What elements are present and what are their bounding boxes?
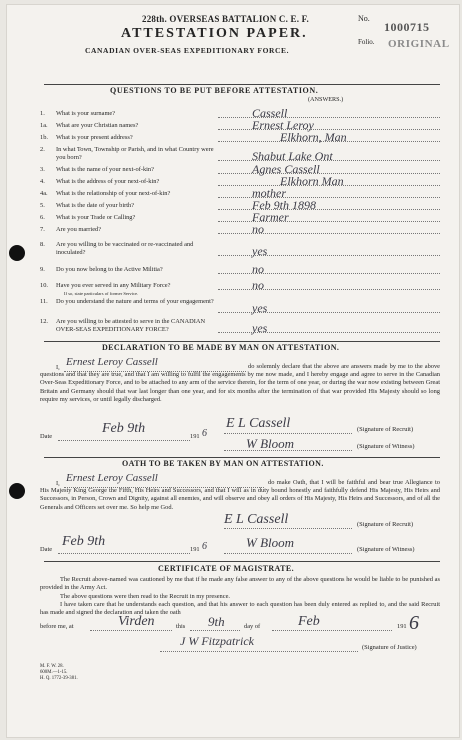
question-text: What is your surname?	[56, 110, 116, 117]
year-printed: 191	[190, 433, 200, 440]
question-number: 1.	[40, 110, 45, 117]
question-text: Are you willing to be vaccinated or re-vaccinated and inoculated?	[56, 241, 194, 256]
answer-handwritten: Elkhorn, Man	[280, 130, 347, 144]
answer-handwritten: yes	[252, 244, 268, 258]
answer-handwritten: mother	[252, 186, 286, 200]
day-of-label: day of	[244, 623, 261, 630]
magistrate-title: CERTIFICATE OF MAGISTRATE.	[158, 564, 294, 573]
justice-line	[160, 651, 358, 652]
oath-i: I,	[56, 480, 60, 487]
question-number: 1a.	[40, 122, 48, 129]
declaration-title: DECLARATION TO BE MADE BY MAN ON ATTESTATION.	[102, 343, 340, 352]
question-text: What is the name of your next-of-kin?	[56, 166, 154, 173]
before-label: before me, at	[40, 623, 74, 630]
punch-hole	[9, 245, 25, 261]
answer-handwritten: no	[252, 262, 264, 276]
answer-handwritten: Agnes Cassell	[252, 162, 320, 176]
question-number: 2.	[40, 146, 45, 153]
question-text: What is the date of your birth?	[56, 202, 135, 209]
witness-signature: W Bloom	[246, 436, 295, 451]
question-number: 5.	[40, 202, 45, 209]
date-line	[58, 553, 190, 554]
question-number: 12.	[40, 318, 48, 325]
question-number: 9.	[40, 266, 45, 273]
document-subtitle: CANADIAN OVER-SEAS EXPEDITIONARY FORCE.	[85, 46, 290, 55]
oath-recruit-signature: E L Cassell	[224, 512, 289, 527]
divider	[44, 341, 440, 342]
answer-handwritten: yes	[252, 321, 268, 335]
oath-sig-witness-label: (Signature of Witness)	[357, 546, 415, 553]
day: 9th	[208, 614, 225, 629]
question-number: 10.	[40, 282, 48, 289]
justice-label: (Signature of Justice)	[362, 644, 417, 651]
magistrate-para-3: I have taken care that he understands each question, and that his answer to each question has been duly entered as replied to, and the said Recruit has made and signed the declaration and taken the oath	[40, 601, 440, 617]
oath-witness-signature: W Bloom	[246, 535, 295, 550]
question-number: 8.	[40, 241, 45, 248]
sig-witness-label: (Signature of Witness)	[357, 443, 415, 450]
year-printed: 191	[397, 623, 407, 630]
year-hand: 6	[202, 428, 207, 439]
declaration-text: do solemnly declare that the above are answers made by me to the above questions and that they are true, and that I am willing to fulfil the engagements by me now made, and I hereby engage and agree to serve in the Canadian Over-Seas Expeditionary Force, and to be attached to any arm of the service therein, for the term of one year, or during the war now existing between Great Britain and Germany should that war last longer than one year, and for six months after the termination of that war provided His Majesty should so long require my services, or until legally discharged.	[40, 363, 440, 403]
oath-name: Ernest Leroy Cassell	[66, 472, 158, 484]
question-text: Do you understand the nature and terms of your engagement?	[56, 298, 214, 305]
question-text: What is the address of your next-of-kin?	[56, 178, 160, 185]
question-text: What is the relationship of your next-of-kin?	[56, 190, 171, 197]
answer-handwritten: Farmer	[252, 210, 289, 224]
answers-label: (ANSWERS.)	[308, 96, 344, 103]
print-run: 600M.—1-15.	[40, 670, 68, 675]
answer-handwritten: no	[252, 278, 264, 292]
sig-line	[224, 433, 352, 434]
answer-handwritten: Shabut Lake Ont	[252, 149, 333, 163]
answer-handwritten: Elkhorn Man	[280, 174, 344, 188]
question-text: Have you ever served in any Military Force?	[56, 282, 171, 289]
sig-line	[224, 450, 352, 451]
oath-sig-recruit-label: (Signature of Recruit)	[357, 521, 414, 528]
declaration-date: Feb 9th	[102, 421, 146, 436]
place-line	[90, 630, 172, 631]
no-label: No.	[358, 14, 370, 23]
sig-line	[224, 528, 352, 529]
regimental-number: 1000715	[384, 20, 430, 34]
answer-handwritten: Feb 9th 1898	[252, 198, 316, 212]
answer-handwritten: Ernest Leroy	[252, 118, 314, 132]
question-text: In what Town, Township or Parish, and in what Country were you born?	[56, 146, 214, 161]
this-label: this	[176, 623, 186, 630]
sig-line	[224, 553, 352, 554]
divider	[44, 84, 440, 85]
question-number: 7.	[40, 226, 45, 233]
question-text: Do you now belong to the Active Militia?	[56, 266, 163, 273]
year-hand: 6	[202, 541, 207, 552]
original-stamp: ORIGINAL	[388, 38, 450, 50]
month: Feb	[298, 614, 320, 629]
date-line	[58, 440, 190, 441]
oath-date: Feb 9th	[62, 534, 106, 549]
oath-title: OATH TO BE TAKEN BY MAN ON ATTESTATION.	[122, 459, 324, 468]
day-line	[190, 630, 240, 631]
date-label: Date	[40, 546, 53, 553]
folio-label: Folio.	[358, 38, 375, 46]
question-note: If so, state particulars of former Service.	[64, 291, 139, 296]
sig-recruit-label: (Signature of Recruit)	[357, 426, 414, 433]
justice-signature: J W Fitzpatrick	[180, 634, 254, 648]
divider	[44, 457, 440, 458]
oath-text: do make Oath, that I will be faithful and bear true Allegiance to His Majesty King George the Fifth, His Heirs and Successors, and that I will as in duty bound honestly and faithfully defend His Majesty, His Heirs and Successors, in Person, Crown and Dignity, against all enemies, and will observe and obey all orders of His Majesty, His Heirs and Successors, and of all the Generals and Officers set over me. So help me God.	[40, 479, 440, 511]
question-text: Are you willing to be attested to serve in the CANADIAN OVER-SEAS EXPEDITIONARY FORCE?	[56, 318, 206, 333]
answer-handwritten: no	[252, 222, 264, 236]
declaration-name: Ernest Leroy Cassell	[66, 356, 158, 368]
answer-handwritten: Cassell	[252, 106, 288, 120]
question-text: What is your present address?	[56, 134, 133, 141]
month-line	[272, 630, 392, 631]
punch-hole	[9, 483, 25, 499]
declaration-i: I,	[56, 364, 60, 371]
recruit-signature: E L Cassell	[226, 416, 291, 431]
question-number: 3.	[40, 166, 45, 173]
hq-reference: H. Q. 1772-39-381.	[40, 676, 78, 681]
question-text: What is your Trade or Calling?	[56, 214, 136, 221]
document-title: ATTESTATION PAPER.	[121, 26, 308, 41]
question-text: What are your Christian names?	[56, 122, 139, 129]
question-number: 4a.	[40, 190, 48, 197]
question-number: 6.	[40, 214, 45, 221]
question-number: 1b.	[40, 134, 48, 141]
year-printed: 191	[190, 546, 200, 553]
form-code: M. F. W. 28.	[40, 664, 64, 669]
question-number: 11.	[40, 298, 48, 305]
answer-handwritten: yes	[252, 301, 268, 315]
question-number: 4.	[40, 178, 45, 185]
magistrate-para-1: The Recruit above-named was cautioned by me that if he made any false answer to any of the above questions he would be liable to be punished as provided in the Army Act.	[40, 576, 440, 592]
battalion-stamp: 228th. OVERSEAS BATTALION C. E. F.	[142, 14, 309, 24]
question-text: Are you married?	[56, 226, 102, 233]
date-label: Date	[40, 433, 53, 440]
year-hand: 6	[409, 612, 419, 634]
place: Virden	[118, 614, 155, 629]
divider	[44, 561, 440, 562]
magistrate-para-2: The above questions were then read to the Recruit in my presence.	[60, 593, 231, 600]
questions-title: QUESTIONS TO BE PUT BEFORE ATTESTATION.	[110, 86, 319, 95]
